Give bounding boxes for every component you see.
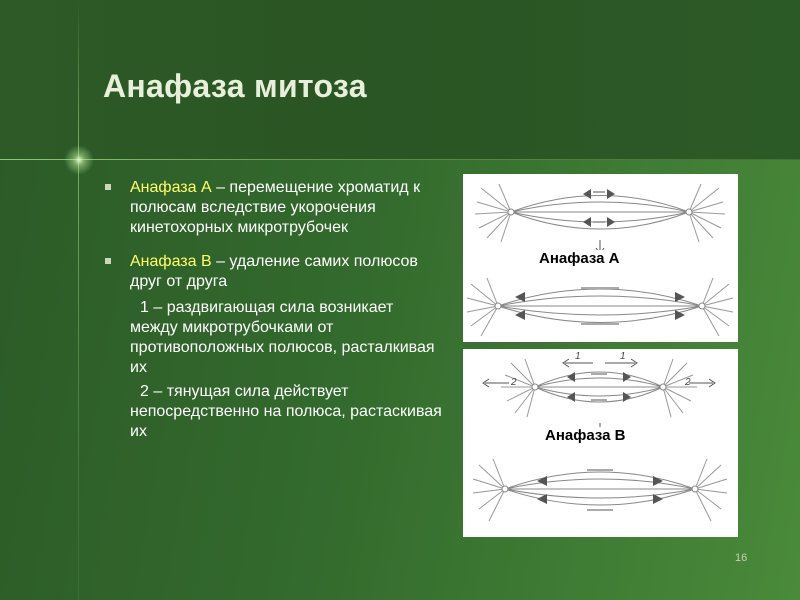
sub-text: – тянущая сила действует непосредственно на полюса, растаскивая их — [130, 383, 442, 440]
figure-label: Анафаза А — [539, 250, 620, 267]
bullet-text: – перемещение хроматид к полюсам вследствие укорочения кинетохорных микротрубочек — [130, 179, 421, 236]
decor-glow-star — [64, 145, 94, 175]
sub-paragraph-1 — [105, 298, 445, 378]
spindle-bottom — [467, 278, 733, 336]
page-number: 16 — [735, 552, 748, 564]
sub-paragraph-2 — [105, 382, 445, 442]
spindle-bottom — [473, 459, 727, 521]
content-text — [105, 178, 445, 442]
bullet-anaphase-a — [105, 178, 445, 238]
spindle-top — [501, 359, 697, 417]
bullet-square-icon — [105, 258, 111, 264]
figure-anaphase-b — [463, 349, 738, 537]
figure-anaphase-a — [463, 174, 738, 342]
figure-label: Анафаза В — [545, 427, 626, 444]
arrow-label-1-left: 1 — [575, 351, 581, 362]
arrow-label-2-left: 2 — [511, 377, 517, 388]
bullet-highlight: Анафаза В — [130, 253, 212, 270]
sub-lead: 1 — [140, 299, 149, 316]
sub-lead: 2 — [140, 383, 149, 400]
arrow-label-2-right: 2 — [685, 377, 691, 388]
bullet-square-icon — [105, 184, 111, 190]
bullet-anaphase-b — [105, 252, 445, 292]
slide-title: Анафаза митоза — [103, 68, 367, 104]
decor-horizontal-line — [0, 159, 800, 160]
arrow-label-1-right: 1 — [620, 351, 626, 362]
decor-vertical-line — [78, 0, 79, 600]
sub-text: – раздвигающая сила возникает между микротрубочками от противоположных полюсов, расталкивая их — [130, 299, 435, 376]
bullet-text: – удаление самих полюсов друг от друга — [130, 253, 418, 290]
bullet-highlight: Анафаза А — [130, 179, 212, 196]
